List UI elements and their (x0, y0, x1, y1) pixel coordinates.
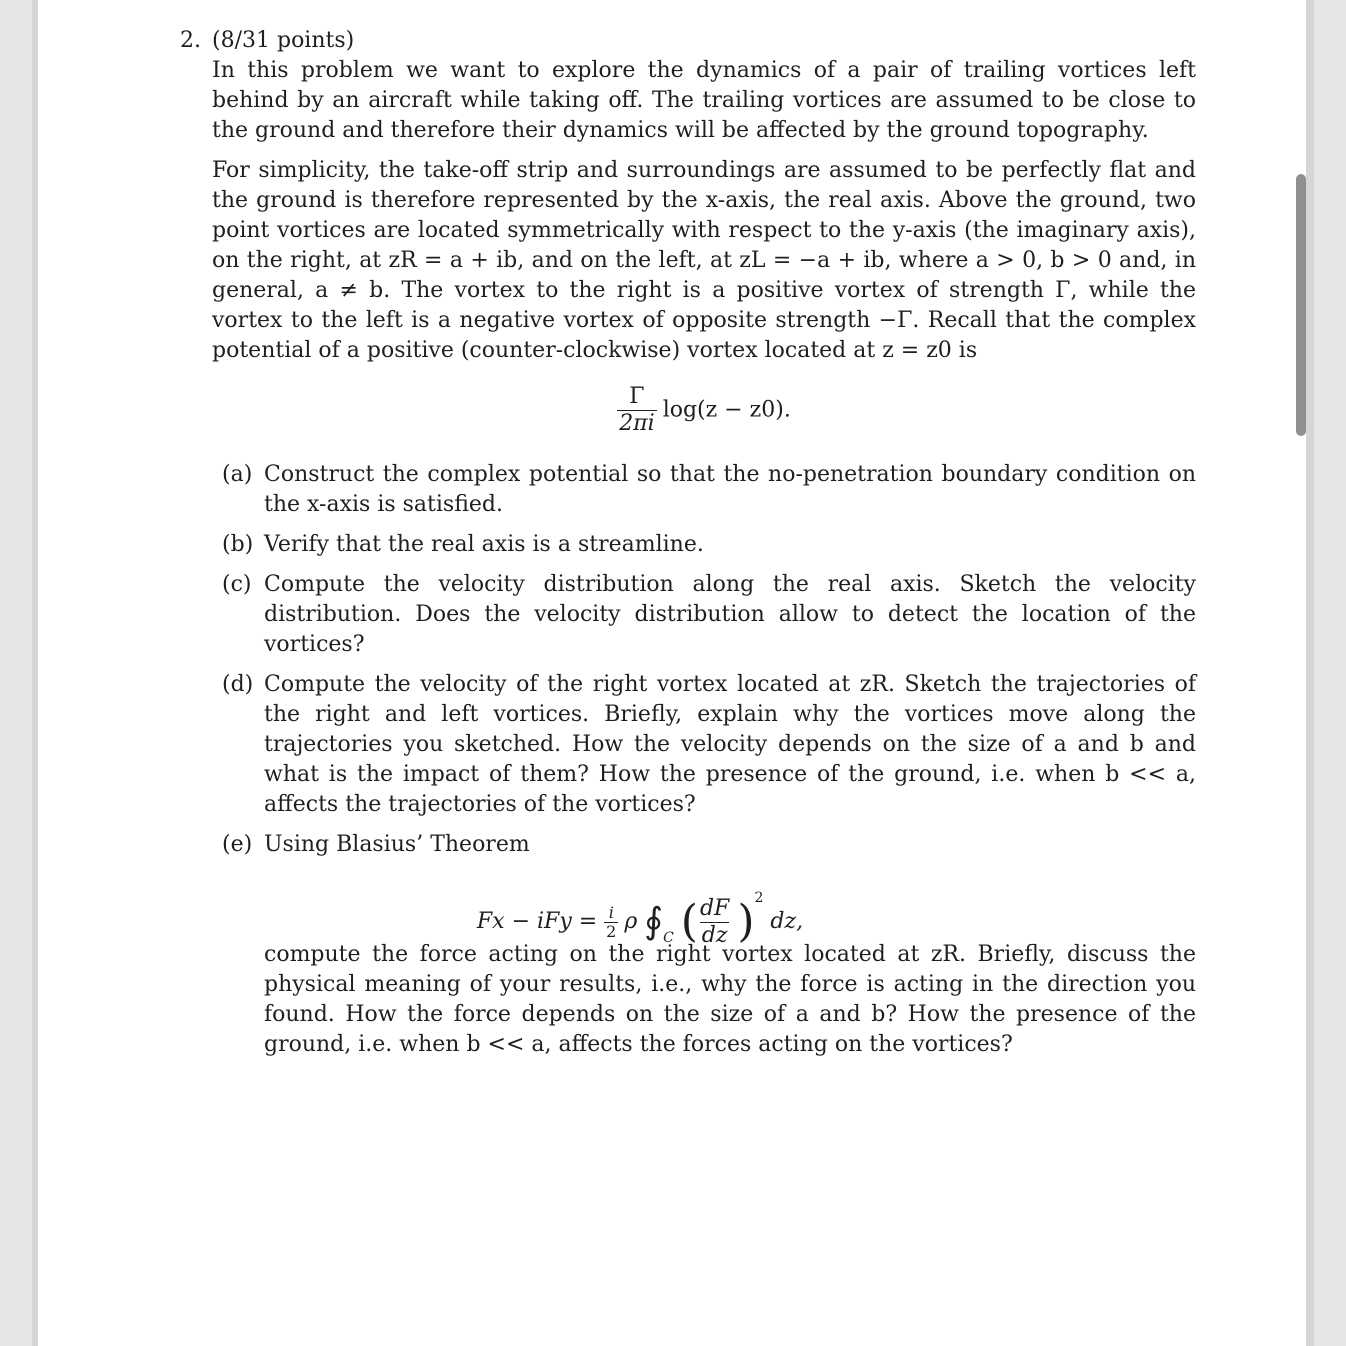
intro-paragraph: In this problem we want to explore the dynamics of a pair of trailing vortices left behind by an aircraft while taking off. The trailing vortices are assumed to be close to the ground and therefore their dynamics will be affected by the ground topography. (212, 58, 1196, 143)
fraction-numerator: i (608, 902, 614, 922)
exponent: 2 (754, 890, 764, 906)
part-label: (b) (222, 532, 254, 557)
part-label: (d) (222, 672, 254, 697)
part-c (222, 570, 1196, 660)
contour-label: C (663, 930, 674, 946)
log-term: log(z − z0). (662, 397, 791, 423)
setup-paragraph: For simplicity, the take-off strip and surroundings are assumed to be perfectly flat and the ground is therefore represented by the x-axis, the real axis. Above the ground, two point vortices are located symmetrically with respect to the y-axis (the imaginary axis), on the right, at zR = a + ib, and on the left, at zL = −a + ib, where a > 0, b > 0 and, in general, a ≠ b. The vortex to the right is a positive vortex of strength Γ, while the vortex to the left is a negative vortex of opposite strength −Γ. Recall that the complex potential of a positive (counter-clockwise) vortex located at z = z0 is (212, 158, 1196, 363)
part-e (222, 830, 1196, 1060)
part-text: Compute the velocity distribution along the real axis. Sketch the velocity distribution. Does the velocity distribution allow to detect the location of the vortices? (264, 572, 1196, 657)
part-label: (a) (222, 462, 253, 487)
right-paren: ) (737, 896, 755, 947)
fraction-denominator: dz (701, 922, 728, 948)
problem-content (180, 26, 1196, 1060)
question-parts (222, 460, 1196, 1060)
part-d (222, 670, 1196, 820)
part-text: Construct the complex potential so that the no-penetration boundary condition on the x-axis is satisfied. (264, 462, 1196, 517)
integral-tail: dz, (770, 909, 804, 934)
blasius-equation (84, 866, 1196, 948)
part-text-continued: compute the force acting on the right vortex located at zR. Briefly, discuss the physical meaning of your results, i.e., why the force is acting in the direction you found. How the force depends on the size of a and b? How the presence of the ground, i.e. when b << a, affects the forces acting on the vortices? (264, 942, 1196, 1057)
part-label: (c) (222, 572, 252, 597)
left-paren: ( (680, 896, 698, 947)
rho-symbol: ρ (624, 909, 638, 934)
part-text: Using Blasius’ Theorem (264, 832, 530, 857)
fraction-denominator: 2 (606, 921, 617, 941)
contour-integral-symbol: ∮ (644, 901, 664, 942)
fraction-numerator: dF (699, 895, 730, 921)
problem-title: (8/31 points) (212, 28, 355, 53)
problem-header (180, 26, 1196, 56)
half-fraction (604, 904, 618, 941)
part-b (222, 530, 1196, 560)
vortex-potential-equation (180, 384, 1196, 448)
scrollbar-thumb[interactable] (1296, 174, 1306, 436)
part-text: Compute the velocity of the right vortex located at zR. Sketch the trajectories of the right and left vortices. Briefly, explain why the vortices move along the trajectories you sketched. How the velocity depends on the size of a and b and what is the impact of them? How the presence of the ground, i.e. when b << a, affects the trajectories of the vortices? (264, 672, 1196, 817)
part-text: Verify that the real axis is a streamline. (264, 532, 704, 557)
fraction-denominator: 2πi (619, 411, 655, 436)
problem-number: 2. (180, 28, 201, 53)
gamma-fraction (617, 384, 657, 437)
page-right-edge (1306, 0, 1314, 1346)
force-lhs: Fx − iFy = (476, 909, 598, 934)
fraction-numerator: Γ (629, 384, 645, 409)
part-a (222, 460, 1196, 520)
part-label: (e) (222, 832, 253, 857)
